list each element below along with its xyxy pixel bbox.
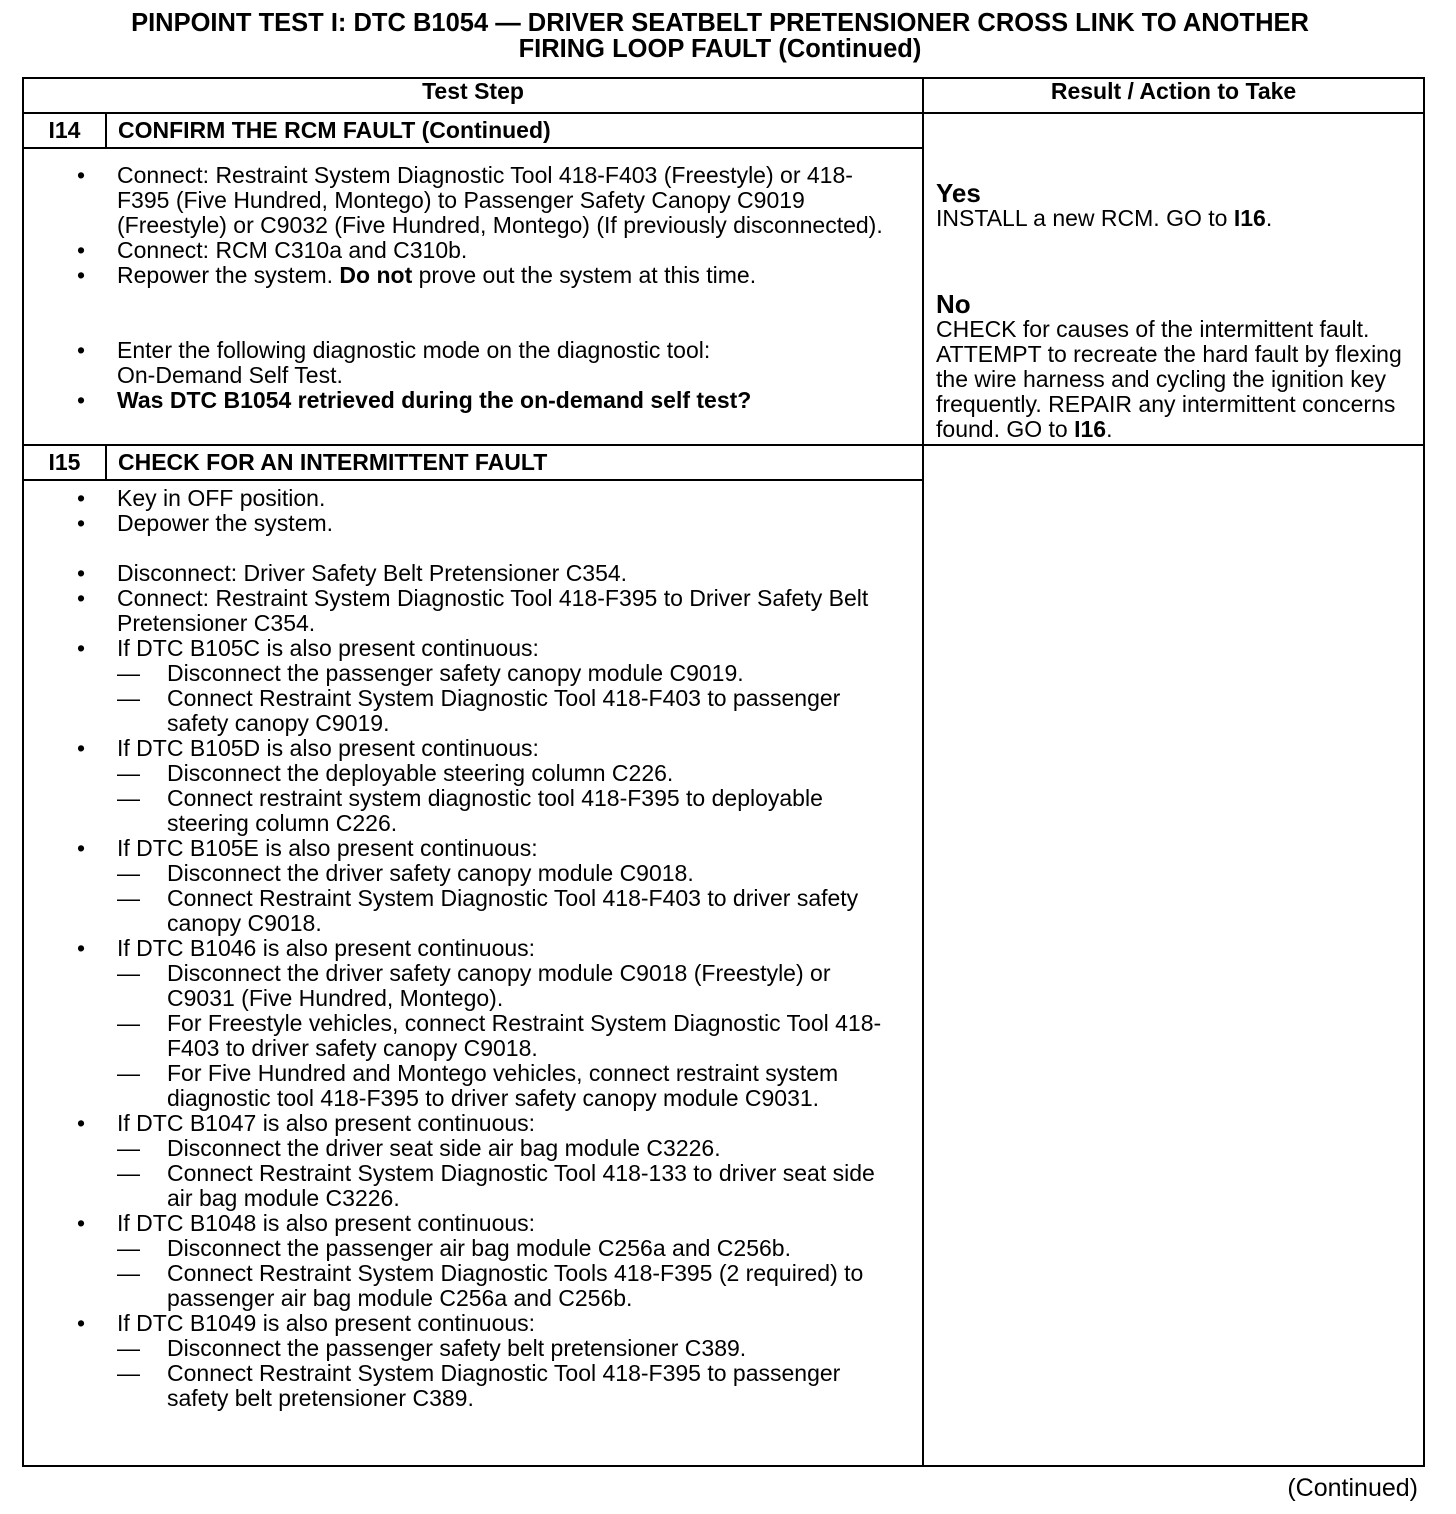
step-body-i15 [23,480,923,1466]
step-title-i15: CHECK FOR AN INTERMITTENT FAULT [106,445,923,480]
bullet-icon: • [77,387,86,413]
no-label: No [936,289,971,319]
dash-icon: — [117,1010,140,1036]
list-item: • If DTC B1047 is also present continuous: [77,1110,536,1136]
sub-item: — Disconnect the driver safety canopy module C9018 (Freestyle) or C9031 (Five Hundred, Montego). [117,960,831,1011]
no-text: CHECK for causes of the intermittent fault. ATTEMPT to recreate the hard fault by flexing the wire harness and cycling the ignition key frequently. REPAIR any intermittent concerns found. GO to [936,316,1402,442]
dash-icon: — [117,685,140,711]
table-header-row [23,78,1424,113]
sub-item: — Connect Restraint System Diagnostic Tool 418-F395 to passenger safety belt pretensioner C389. [117,1360,841,1411]
page-title [0,10,1440,62]
bullet-icon: • [77,585,86,611]
bullet-icon: • [77,262,86,288]
dash-icon: — [117,660,140,686]
sub-item: — Connect restraint system diagnostic tool 418-F395 to deployable steering column C226. [117,785,823,836]
list-item: • If DTC B105C is also present continuous: [77,635,539,661]
title-line-1: PINPOINT TEST I: DTC B1054 — DRIVER SEATBELT PRETENSIONER CROSS LINK TO ANOTHER [131,9,1309,37]
list-item: • Connect: Restraint System Diagnostic Tool 418-F395 to Driver Safety Belt Pretensioner C354. [77,585,869,636]
yes-label: Yes [936,178,981,208]
list-item: • If DTC B105E is also present continuous: [77,835,538,861]
list-item: • Connect: RCM C310a and C310b. [77,237,468,263]
dash-icon: — [117,1335,140,1361]
list-item: • If DTC B105D is also present continuous: [77,735,539,761]
yes-text: INSTALL a new RCM. GO to [936,205,1234,231]
bullet-icon: • [77,237,86,263]
list-item: • Depower the system. [77,510,334,536]
list-item: • If DTC B1048 is also present continuous: [77,1210,536,1236]
no-goto-link[interactable]: I16 [1074,416,1107,442]
dash-icon: — [117,1160,140,1186]
list-item-question: • Was DTC B1054 retrieved during the on-demand self test? [77,387,752,413]
dash-icon: — [117,885,140,911]
sub-item: — Disconnect the passenger safety canopy module C9019. [117,660,744,686]
step-id-i15: I15 [23,445,106,480]
header-result-action: Result / Action to Take [923,78,1424,113]
yes-end: . [1265,205,1273,231]
title-line-2: FIRING LOOP FAULT (Continued) [518,35,922,63]
sub-item: — For Five Hundred and Montego vehicles, connect restraint system diagnostic tool 418-F395 to driver safety canopy module C9031. [117,1060,839,1111]
sub-item: — Connect Restraint System Diagnostic Tool 418-F403 to passenger safety canopy C9019. [117,685,841,736]
list-item: • Repower the system. Do not prove out the system at this time. [77,262,757,288]
bullet-icon: • [77,1310,86,1336]
list-item: • Key in OFF position. [77,485,326,511]
step-i14-title-row [23,113,1424,148]
bullet-icon: • [77,510,86,536]
yes-goto-link[interactable]: I16 [1233,205,1266,231]
sub-item: — Disconnect the deployable steering column C226. [117,760,674,786]
bullet-icon: • [77,935,86,961]
bullet-icon: • [77,162,86,188]
bullet-icon: • [77,835,86,861]
dash-icon: — [117,860,140,886]
bullet-icon: • [77,635,86,661]
dash-icon: — [117,960,140,986]
sub-item: — Disconnect the driver seat side air bag module C3226. [117,1135,721,1161]
pinpoint-test-table [22,77,1425,1467]
result-cell-i14 [923,113,1424,445]
dash-icon: — [117,785,140,811]
sub-item: — Disconnect the passenger air bag module C256a and C256b. [117,1235,791,1261]
bullet-icon: • [77,1110,86,1136]
step-body-i14 [23,148,923,445]
bullet-icon: • [77,735,86,761]
continued-label: (Continued) [1287,1474,1418,1502]
dash-icon: — [117,1135,140,1161]
no-action [936,317,1417,442]
step-title-i14: CONFIRM THE RCM FAULT (Continued) [106,113,923,148]
list-item: • If DTC B1049 is also present continuous: [77,1310,536,1336]
bullet-icon: • [77,337,86,363]
step-id-i14: I14 [23,113,106,148]
list-item: • Connect: Restraint System Diagnostic Tool 418-F403 (Freestyle) or 418-F395 (Five Hundred, Montego) to Passenger Safety Canopy C9019 (Freestyle) or C9032 (Five Hundred, Montego) (If previously disconnected). [77,162,883,238]
dash-icon: — [117,1060,140,1086]
list-item: • Disconnect: Driver Safety Belt Pretensioner C354. [77,560,628,586]
sub-item: — Disconnect the driver safety canopy module C9018. [117,860,694,886]
sub-item: — Disconnect the passenger safety belt pretensioner C389. [117,1335,747,1361]
sub-item: — Connect Restraint System Diagnostic Tool 418-F403 to driver safety canopy C9018. [117,885,859,936]
list-item: • Enter the following diagnostic mode on the diagnostic tool: On-Demand Self Test. [77,337,711,388]
sub-item: — Connect Restraint System Diagnostic Tools 418-F395 (2 required) to passenger air bag module C256a and C256b. [117,1260,864,1311]
dash-icon: — [117,1260,140,1286]
sub-item: — For Freestyle vehicles, connect Restraint System Diagnostic Tool 418-F403 to driver safety canopy C9018. [117,1010,882,1061]
dash-icon: — [117,760,140,786]
step-i15-title-row [23,445,1424,480]
bullet-icon: • [77,560,86,586]
dash-icon: — [117,1360,140,1386]
sub-item: — Connect Restraint System Diagnostic Tool 418-133 to driver seat side air bag module C3226. [117,1160,875,1211]
yes-action [936,206,1417,231]
no-end: . [1106,416,1113,442]
result-cell-i15 [923,445,1424,1466]
dash-icon: — [117,1235,140,1261]
header-test-step: Test Step [23,78,923,113]
bullet-icon: • [77,1210,86,1236]
list-item: • If DTC B1046 is also present continuous: [77,935,536,961]
bullet-icon: • [77,485,86,511]
